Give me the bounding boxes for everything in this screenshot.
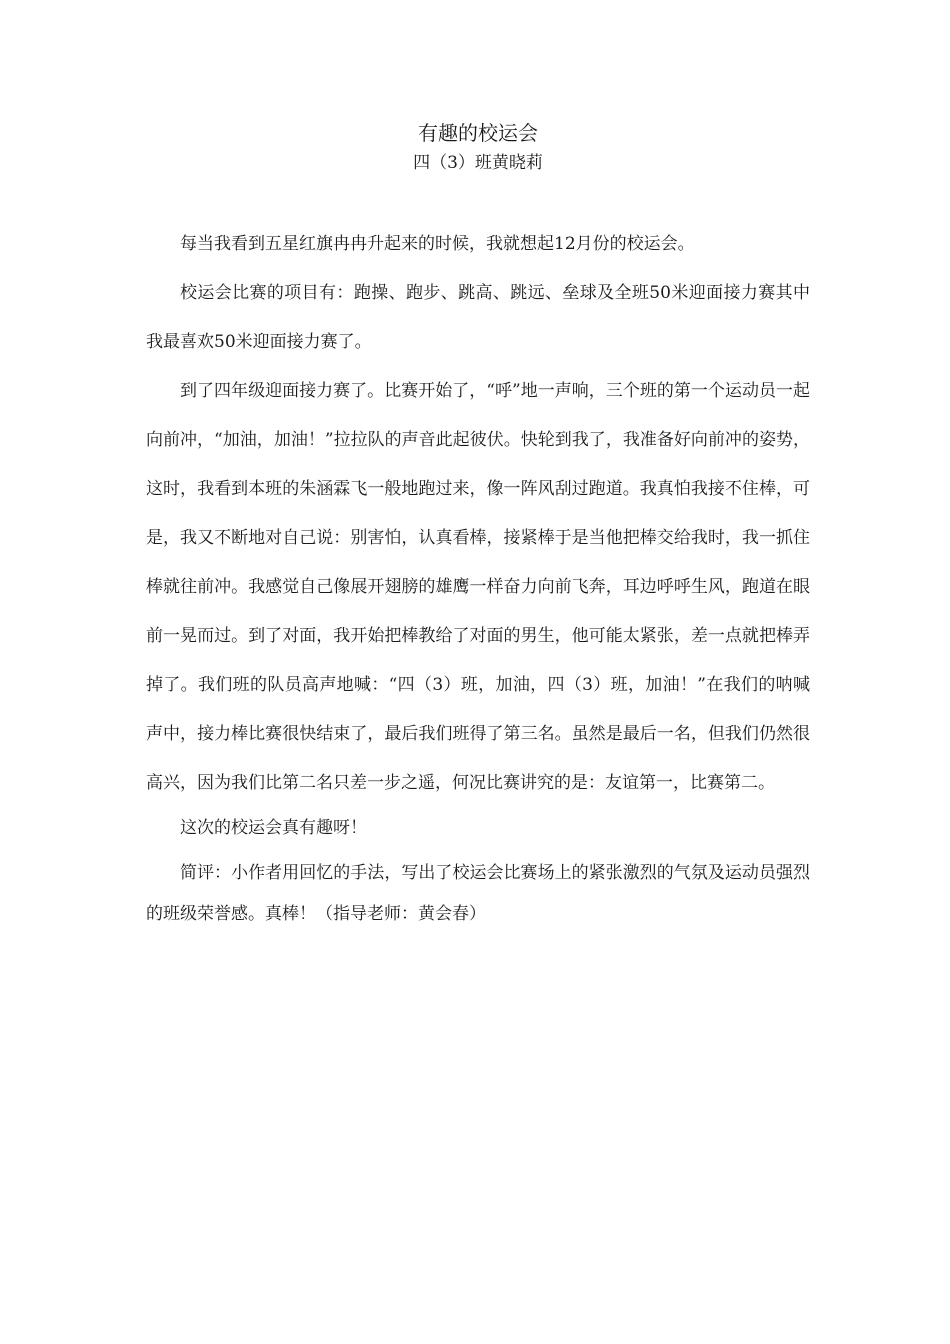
document-author: 四（3）班黄晓莉 bbox=[413, 153, 543, 173]
paragraph-3: 到了四年级迎面接力赛了。比赛开始了，“呼”地一声响，三个班的第一个运动员一起向前冲，“加油，加油！”拉拉队的声音此起彼伏。快轮到我了，我准备好向前冲的姿势，这时，我看到本班的朱涵霖飞一般地跑过来，像一阵风刮过跑道。我真怕我接不住棒，可是，我又不断地对自己说：别害怕，认真看棒，接紧棒于是当他把棒交给我时，我一抓住棒就往前冲。我感觉自己像展开翅膀的雄鹰一样奋力向前飞奔，耳边呼呼生风，跑道在眼前一晃而过。到了对面，我开始把棒教给了对面的男生，他可能太紧张，差一点就把棒弄掉了。我们班的队员高声地喊：“四（3）班，加油，四（3）班，加油！”在我们的呐喊声中，接力棒比赛很快结束了，最后我们班得了第三名。虽然是最后一名，但我们仍然很高兴，因为我们比第二名只差一步之遥，何况比赛讲究的是：友谊第一，比赛第二。 bbox=[146, 381, 810, 793]
paragraph-4: 这次的校运会真有趣呀！ bbox=[180, 818, 367, 838]
document-body bbox=[146, 220, 810, 935]
document-page bbox=[146, 118, 810, 935]
document-title: 有趣的校运会 bbox=[418, 121, 538, 145]
paragraph-2: 校运会比赛的项目有：跑操、跑步、跳高、跳远、垒球及全班50米迎面接力赛其中我最喜欢50米迎面接力赛了。 bbox=[146, 283, 810, 352]
paragraph-1: 每当我看到五星红旗冉冉升起来的时候，我就想起12月份的校运会。 bbox=[180, 234, 695, 254]
review-paragraph: 简评：小作者用回忆的手法，写出了校运会比赛场上的紧张激烈的气氛及运动员强烈的班级荣誉感。真棒！（指导老师：黄会春） bbox=[146, 863, 810, 924]
